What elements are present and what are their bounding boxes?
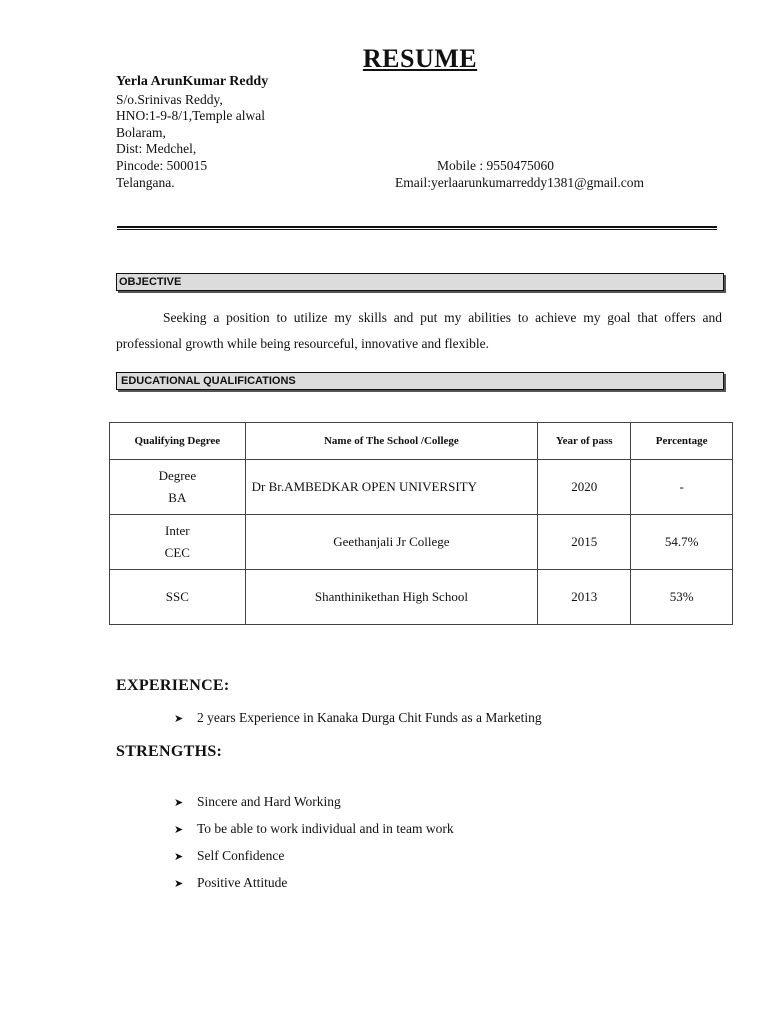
arrowhead-bullet-icon: ➤ <box>174 712 184 725</box>
header-divider-thin <box>117 229 717 230</box>
education-heading: EDUCATIONAL QUALIFICATIONS <box>116 372 724 390</box>
degree-name: Degree <box>158 468 197 483</box>
strength-item: Positive Attitude <box>197 875 288 890</box>
percentage-cell: 53% <box>631 570 733 625</box>
experience-list <box>174 709 542 736</box>
mobile-number: Mobile : 9550475060 <box>437 158 554 173</box>
table-row <box>110 460 733 515</box>
list-item <box>174 820 454 847</box>
education-table <box>109 422 733 625</box>
year-cell: 2013 <box>538 570 631 625</box>
degree-name: Inter <box>165 523 190 538</box>
address-line: Dist: Medchel, <box>116 141 197 156</box>
list-item <box>174 847 454 874</box>
year-cell: 2020 <box>538 460 631 515</box>
strength-item: Sincere and Hard Working <box>197 794 341 809</box>
experience-item: 2 years Experience in Kanaka Durga Chit Funds as a Marketing <box>197 710 542 725</box>
degree-name: SSC <box>165 589 189 604</box>
strength-item: Self Confidence <box>197 848 285 863</box>
column-header: Year of pass <box>538 423 631 460</box>
address-line: Telangana. <box>116 175 175 190</box>
address-line: Bolaram, <box>116 125 166 140</box>
school-cell: Dr Br.AMBEDKAR OPEN UNIVERSITY <box>245 460 537 515</box>
address-line: S/o.Srinivas Reddy, <box>116 92 223 107</box>
objective-heading: OBJECTIVE <box>116 273 724 291</box>
header-divider <box>117 226 717 228</box>
arrowhead-bullet-icon: ➤ <box>174 796 184 809</box>
list-item <box>174 793 454 820</box>
objective-text: Seeking a position to utilize my skills and put my abilities to achieve my goal that offers and professional growth while being resourceful, innovative and flexible. <box>116 310 722 351</box>
degree-cell <box>110 460 246 515</box>
degree-stream: CEC <box>164 545 190 560</box>
column-header: Name of The School /College <box>245 423 537 460</box>
table-row <box>110 570 733 625</box>
percentage-cell: 54.7% <box>631 515 733 570</box>
school-cell: Geethanjali Jr College <box>245 515 537 570</box>
email-address: Email:yerlaarunkumarreddy1381@gmail.com <box>395 175 644 190</box>
address-line: HNO:1-9-8/1,Temple alwal <box>116 108 266 123</box>
address-line: Pincode: 500015 <box>116 158 208 173</box>
degree-cell <box>110 570 246 625</box>
column-header: Percentage <box>631 423 733 460</box>
arrowhead-bullet-icon: ➤ <box>174 877 184 890</box>
strengths-list <box>174 793 454 901</box>
column-header: Qualifying Degree <box>110 423 246 460</box>
resume-title: RESUME <box>362 44 478 73</box>
arrowhead-bullet-icon: ➤ <box>174 823 184 836</box>
table-row <box>110 515 733 570</box>
table-header-row <box>110 423 733 460</box>
arrowhead-bullet-icon: ➤ <box>174 850 184 863</box>
experience-heading: EXPERIENCE: <box>116 677 230 694</box>
school-cell: Shanthinikethan High School <box>245 570 537 625</box>
strength-item: To be able to work individual and in team work <box>197 821 454 836</box>
percentage-cell: - <box>631 460 733 515</box>
strengths-heading: STRENGTHS: <box>116 743 223 760</box>
year-cell: 2015 <box>538 515 631 570</box>
list-item <box>174 874 454 901</box>
degree-cell <box>110 515 246 570</box>
degree-stream: BA <box>168 490 187 505</box>
list-item <box>174 709 542 736</box>
candidate-name: Yerla ArunKumar Reddy <box>116 74 269 89</box>
